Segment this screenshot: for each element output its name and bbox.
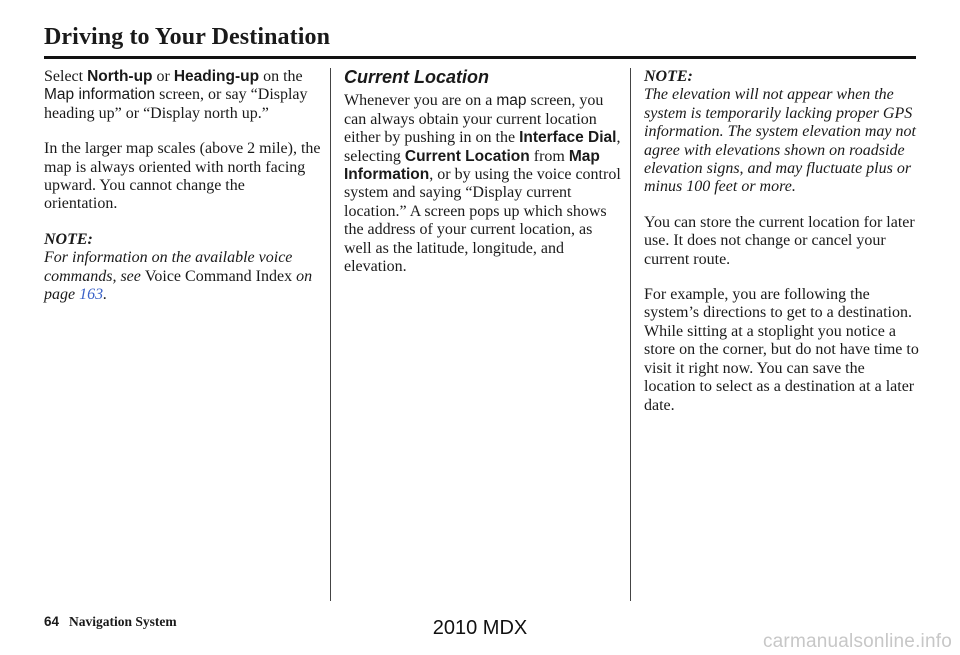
section-heading-current-location: Current Location bbox=[344, 67, 490, 87]
note-heading: NOTE: bbox=[44, 230, 93, 248]
voice-command-note: For information on the available voice commands, see Voice Command Index on page 163. bbox=[44, 249, 313, 304]
voice-command-index-ref: Voice Command Index bbox=[144, 267, 293, 285]
watermark: carmanualsonline.info bbox=[762, 631, 952, 652]
elevation-note: The elevation will not appear when the system is temporarily lacking proper GPS information. The system elevation may not agree with elevations shown on roadside elevation signs, and may fluctuate plus or minus 100 feet or more. bbox=[644, 86, 916, 196]
map-scale-paragraph: In the larger map scales (above 2 mile), the map is always oriented with north facing upward. You cannot change the orientation. bbox=[44, 140, 321, 213]
example-paragraph: For example, you are following the system’s directions to get to a destination. While sitting at a stoplight you notice a store on the corner, but do not have time to visit it right now. You can save the location to select as a destination at a later date. bbox=[644, 286, 919, 414]
map-screen-term: map bbox=[496, 92, 527, 110]
interface-dial-term: Interface Dial bbox=[519, 129, 617, 147]
map-information-term: Map Information bbox=[344, 147, 600, 184]
footer-label: Navigation System bbox=[69, 614, 177, 629]
model-label: 2010 MDX bbox=[432, 617, 528, 639]
heading-up-option: Heading-up bbox=[173, 68, 260, 85]
column-divider bbox=[630, 68, 631, 601]
note-heading: NOTE: bbox=[644, 68, 693, 85]
column-middle bbox=[344, 68, 622, 293]
current-location-term: Current Location bbox=[404, 147, 530, 165]
map-information-screen-name: Map information bbox=[44, 86, 156, 104]
store-location-paragraph: You can store the current location for later use. It does not change or cancel your current route. bbox=[644, 213, 915, 268]
column-left bbox=[44, 68, 322, 321]
column-divider bbox=[330, 68, 331, 601]
current-location-paragraph: Whenever you are on a map screen, you can always obtain your current location either by pushing in on the Interface Dial, selecting Current Location from Map Information, or by using the voice control system and saying “Display current location.” A screen pops up which shows the address of your current location, as well as the latitude, longitude, and elevation. bbox=[344, 92, 621, 276]
orientation-paragraph: Select North-up or Heading-up on the Map information screen, or say “Display heading up” or “Display north up.” bbox=[44, 68, 308, 122]
column-right bbox=[644, 68, 920, 432]
title-rule bbox=[44, 56, 916, 59]
page-title: Driving to Your Destination bbox=[44, 24, 331, 50]
page-link[interactable]: 163 bbox=[79, 286, 104, 304]
north-up-option: North-up bbox=[87, 68, 153, 85]
page-number: 64 bbox=[44, 614, 60, 629]
